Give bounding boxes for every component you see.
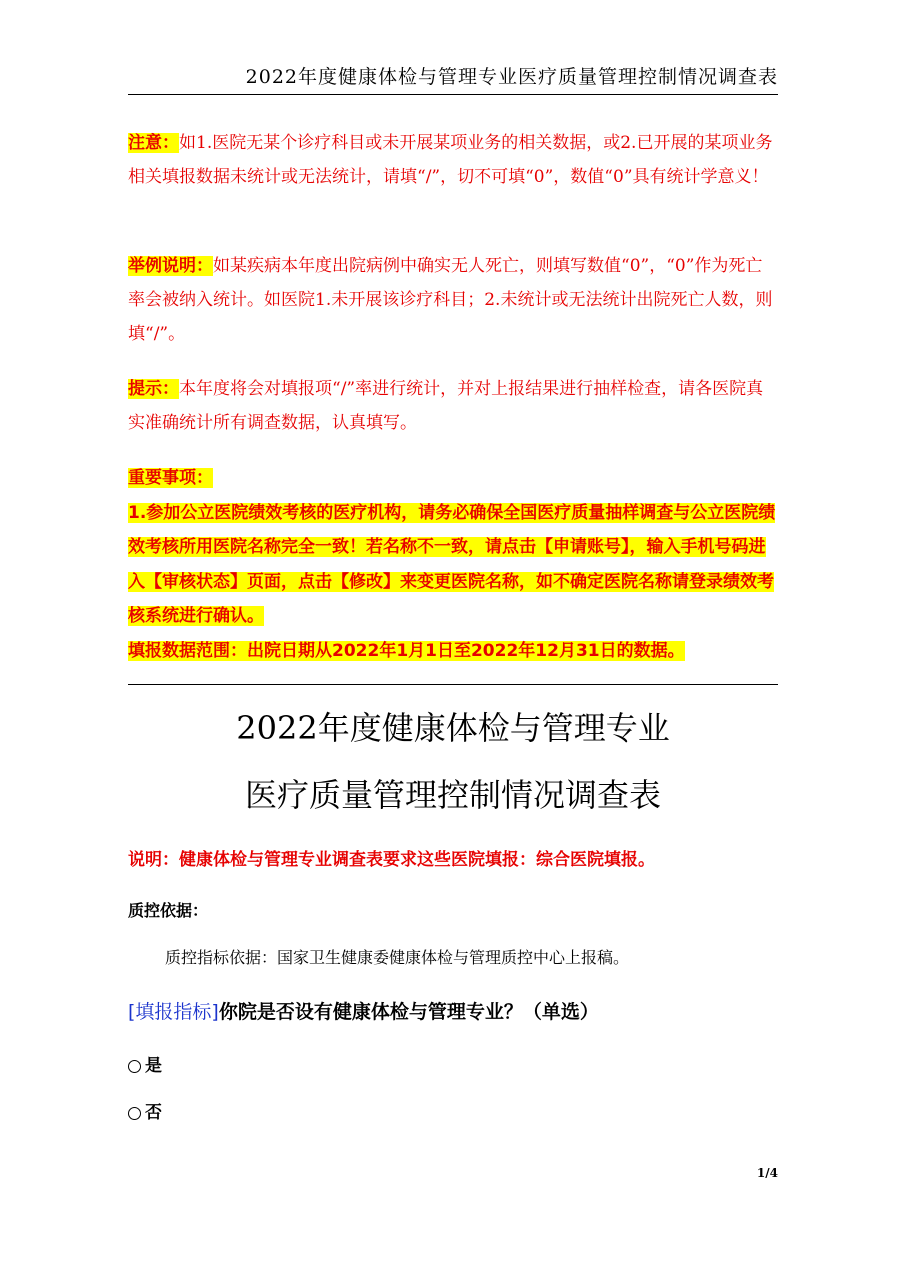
survey-question [128,995,599,1029]
option-no-label: 否 [145,1103,162,1123]
running-header: 2022年度健康体检与管理专业医疗质量管理控制情况调查表 [245,66,778,88]
option-yes-label: 是 [145,1056,162,1076]
survey-title-line-2: 医疗质量管理控制情况调查表 [244,776,661,814]
qc-basis-label: 质控依据： [128,901,209,920]
question-tag: [填报指标] [128,1001,219,1023]
notice-important [128,461,778,668]
header-divider [128,94,778,95]
attention-text: 如1.医院无某个诊疗科目或未开展某项业务的相关数据，或2.已开展的某项业务相关填报数据未统计或无法统计，请填“/”，切不可填“0”，数值“0”具有统计学意义！ [128,133,773,187]
important-item-1: 1.参加公立医院绩效考核的医疗机构，请务必确保全国医疗质量抽样调查与公立医院绩效考核所用医院名称完全一致！若名称不一致，请点击【申请账号】，输入手机号码进入【审核状态】页面，点击【修改】来变更医院名称，如不确定医院名称请登录绩效考核系统进行确认。 [128,502,776,626]
attention-label: 注意： [128,133,179,153]
hint-label: 提示： [128,379,179,399]
option-yes[interactable] [128,1051,162,1081]
page-number: 1/4 [756,1166,778,1180]
notice-hint [128,372,778,440]
example-text: 如某疾病本年度出院病例中确实无人死亡，则填写数值“0”，“0”作为死亡率会被纳入统计。如医院1.未开展该诊疗科目；2.未统计或无法统计出院死亡人数，则填“/”。 [128,256,773,344]
section-divider [128,684,778,685]
survey-title-line-1: 2022年度健康体检与管理专业 [236,709,670,747]
notice-example [128,249,778,351]
notice-attention [128,126,778,194]
option-no[interactable] [128,1098,162,1128]
important-label: 重要事项： [128,468,213,488]
hint-text: 本年度将会对填报项“/”率进行统计，并对上报结果进行抽样检查，请各医院真实准确统计所有调查数据，认真填写。 [128,379,764,433]
question-text: 你院是否设有健康体检与管理专业？（单选） [218,1001,599,1023]
survey-note: 说明：健康体检与管理专业调查表要求这些医院填报：综合医院填报。 [128,850,655,870]
data-range: 填报数据范围：出院日期从2022年1月1日至2022年12月31日的数据。 [128,640,685,661]
radio-circle-icon[interactable] [128,1060,141,1073]
qc-basis-text: 质控指标依据：国家卫生健康委健康体检与管理质控中心上报稿。 [165,948,630,967]
radio-circle-icon[interactable] [128,1107,141,1120]
example-label: 举例说明： [128,256,213,276]
